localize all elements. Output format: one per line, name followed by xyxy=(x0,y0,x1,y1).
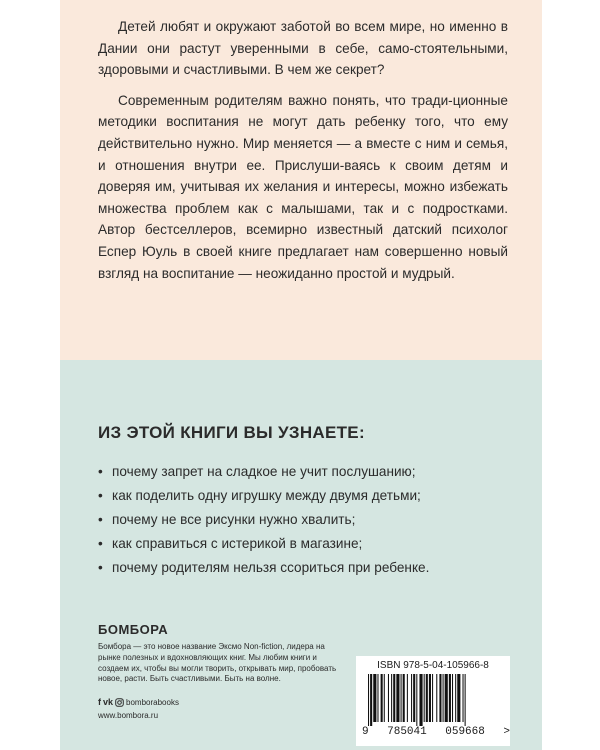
barcode-bar xyxy=(419,674,422,726)
barcode-bar xyxy=(429,674,431,722)
barcode-bar xyxy=(403,674,405,722)
barcode-bar xyxy=(391,674,392,722)
barcode-bar xyxy=(426,674,428,722)
instagram-icon xyxy=(115,698,124,707)
learn-list xyxy=(98,460,518,580)
barcode-bar xyxy=(455,674,456,722)
bullet-icon: • xyxy=(98,536,103,551)
barcode-digit-group: 9 xyxy=(362,726,369,738)
publisher-logo: БОМБОРА xyxy=(98,622,169,637)
barcode-bars xyxy=(366,674,500,726)
list-item: • как поделить одну игрушку между двумя детьми; xyxy=(98,484,518,508)
isbn-label: ISBN 978-5-04-105966-8 xyxy=(377,660,489,671)
barcode-bar xyxy=(377,674,378,722)
barcode-bar xyxy=(465,674,466,726)
barcode-digit-group: 059668 xyxy=(445,726,485,738)
barcode-bar xyxy=(452,674,453,722)
barcode-bar xyxy=(445,674,448,722)
book-description xyxy=(98,16,508,293)
barcode-bar xyxy=(407,674,408,722)
barcode-bar xyxy=(384,674,385,722)
barcode-bar xyxy=(432,674,433,722)
barcode-bar xyxy=(463,674,464,722)
barcode-bar xyxy=(381,674,383,722)
barcode-bar xyxy=(457,674,460,722)
barcode-bar xyxy=(368,674,369,726)
list-item: • почему запрет на сладкое не учит послушанию; xyxy=(98,460,518,484)
barcode-bar xyxy=(439,674,441,722)
barcode-bar xyxy=(401,674,402,722)
barcode-bar xyxy=(388,674,389,722)
social-links xyxy=(98,697,179,707)
list-item: • почему родителям нельзя ссориться при ребенке. xyxy=(98,556,518,580)
publisher-website: www.bombora.ru xyxy=(98,711,159,720)
learn-heading: ИЗ ЭТОЙ КНИГИ ВЫ УЗНАЕТЕ: xyxy=(98,423,365,442)
barcode-bar xyxy=(411,674,412,722)
bullet-icon: • xyxy=(98,464,103,479)
barcode-digits xyxy=(362,726,510,738)
bullet-icon: • xyxy=(98,512,103,527)
barcode-digit-group: > xyxy=(503,726,510,738)
barcode-bar xyxy=(416,674,417,726)
barcode-bar xyxy=(370,674,372,726)
description-paragraph-2: Современным родителям важно понять, что тради-ционные методики воспитания не могут дать ребенку того, что ему действительно нужно. Мир меняется — а вместе с ним и семья, и отношения внутри ее. Прислуши-ваясь к своим детям и доверяя им, учитывая их желания и интересы, можно избежать множества проблем как с малышами, так и с подростками. Автор бестселлеров, всемирно известный датский психолог Еспер Юуль в своей книге предлагает нам совершенно новый взгляд на воспитание — неожиданно простой и мудрый. xyxy=(98,92,508,281)
barcode-bar xyxy=(396,674,399,722)
barcode-digit-group: 785041 xyxy=(387,726,427,738)
facebook-icon: f xyxy=(98,697,101,707)
barcode xyxy=(356,656,510,746)
bullet-icon: • xyxy=(98,560,103,575)
barcode-bar xyxy=(436,674,437,722)
social-handle: bomborabooks xyxy=(126,697,179,707)
description-paragraph-1: Детей любят и окружают заботой во всем мире, но именно в Дании они растут уверенными в себе, само-стоятельными, здоровыми и счастливыми. В чем же секрет? xyxy=(98,19,508,78)
barcode-bar xyxy=(413,674,415,722)
bullet-icon: • xyxy=(98,488,103,503)
barcode-bar xyxy=(393,674,395,722)
list-item: • как справиться с истерикой в магазине; xyxy=(98,532,518,556)
list-item: • почему не все рисунки нужно хвалить; xyxy=(98,508,518,532)
publisher-about: Бомбора — это новое название Эксмо Non-fiction, лидера на рынке полезных и вдохновляющих книг. Мы любим книги и создаем их, чтобы вы могли творить, открывать мир, пробовать новое, расти. Быть счастливыми. Быть на волне. xyxy=(98,642,337,684)
barcode-bar xyxy=(443,674,444,722)
barcode-bar xyxy=(449,674,451,722)
vk-icon: vk xyxy=(103,697,114,707)
barcode-bar xyxy=(424,674,425,722)
barcode-bar xyxy=(373,674,376,722)
